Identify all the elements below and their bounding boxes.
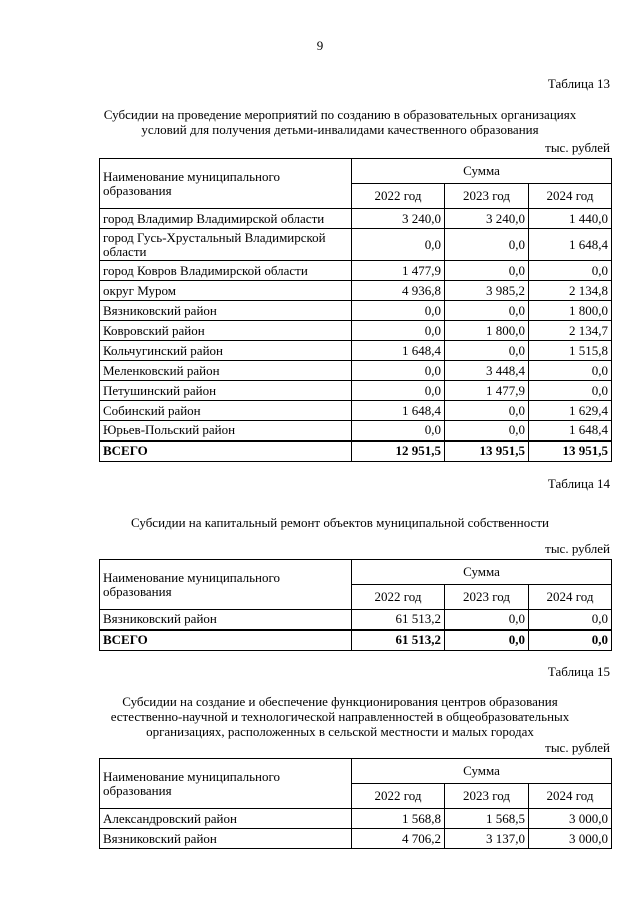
value-2023-cell: 0,0 [445,301,529,321]
total-2024-cell: 0,0 [529,630,612,651]
value-2024-cell: 1 515,8 [529,341,612,361]
value-2023-cell: 0,0 [445,341,529,361]
value-2022-cell: 61 513,2 [352,610,445,630]
table-14-caption [90,515,590,530]
table-row [100,281,612,301]
total-2022-cell: 61 513,2 [352,630,445,651]
total-label-cell: ВСЕГО [100,441,352,462]
value-2024-cell: 1 629,4 [529,401,612,421]
header-year-cell: 2023 год [445,784,529,809]
value-2023-cell: 0,0 [445,229,529,261]
row-name-cell: Юрьев-Польский район [100,421,352,441]
value-2022-cell: 4 936,8 [352,281,445,301]
value-2024-cell: 2 134,8 [529,281,612,301]
value-2022-cell: 0,0 [352,361,445,381]
total-2022-cell: 12 951,5 [352,441,445,462]
table-row [100,829,612,849]
header-sum-cell: Сумма [352,560,612,585]
row-name-cell: Кольчугинский район [100,341,352,361]
value-2024-cell: 0,0 [529,361,612,381]
header-year-cell: 2024 год [529,184,612,209]
value-2023-cell: 3 448,4 [445,361,529,381]
header-sum-cell: Сумма [352,159,612,184]
value-2024-cell: 0,0 [529,261,612,281]
row-name-cell: Вязниковский район [100,829,352,849]
row-name-cell: Петушинский район [100,381,352,401]
table-13 [99,158,612,462]
total-label-cell: ВСЕГО [100,630,352,651]
value-2024-cell: 1 648,4 [529,229,612,261]
value-2023-cell: 0,0 [445,421,529,441]
table-row [100,809,612,829]
caption-line: естественно-научной и технологической направленностей в общеобразовательных [110,709,570,724]
table-row [100,321,612,341]
value-2022-cell: 1 477,9 [352,261,445,281]
table-13-label: Таблица 13 [547,76,610,91]
header-year-cell: 2022 год [352,585,445,610]
table-row [100,261,612,281]
caption-line: Субсидии на капитальный ремонт объектов муниципальной собственности [131,515,549,530]
table-row [100,401,612,421]
value-2024-cell: 3 000,0 [529,829,612,849]
table-15-label: Таблица 15 [547,664,610,679]
total-2024-cell: 13 951,5 [529,441,612,462]
header-year-cell: 2022 год [352,184,445,209]
value-2023-cell: 3 240,0 [445,209,529,229]
row-name-cell: Вязниковский район [100,610,352,630]
row-name-cell: Ковровский район [100,321,352,341]
row-name-cell: город Гусь-Хрустальный Владимирской области [100,229,352,261]
header-sum-cell: Сумма [352,759,612,784]
value-2024-cell: 0,0 [529,610,612,630]
value-2022-cell: 1 648,4 [352,401,445,421]
value-2022-cell: 0,0 [352,229,445,261]
value-2023-cell: 1 800,0 [445,321,529,341]
table-row [100,229,612,261]
table-row [100,209,612,229]
value-2022-cell: 1 648,4 [352,341,445,361]
header-year-cell: 2024 год [529,784,612,809]
caption-line: условий для получения детьми-инвалидами качественного образования [141,122,539,137]
value-2024-cell: 1 440,0 [529,209,612,229]
value-2022-cell: 0,0 [352,421,445,441]
caption-line: организациях, расположенных в сельской местности и малых городах [146,724,534,739]
table-row [100,610,612,630]
table-14-units: тыс. рублей [545,541,610,556]
value-2024-cell: 3 000,0 [529,809,612,829]
value-2024-cell: 1 648,4 [529,421,612,441]
row-name-cell: Собинский район [100,401,352,421]
value-2023-cell: 0,0 [445,261,529,281]
header-name-cell: Наименование муниципального образования [100,560,352,610]
value-2022-cell: 1 568,8 [352,809,445,829]
row-name-cell: город Ковров Владимирской области [100,261,352,281]
total-2023-cell: 0,0 [445,630,529,651]
table-row [100,341,612,361]
value-2022-cell: 0,0 [352,301,445,321]
total-row [100,630,612,651]
row-name-cell: Вязниковский район [100,301,352,321]
table-row [100,421,612,441]
table-row [100,301,612,321]
header-year-cell: 2024 год [529,585,612,610]
header-year-cell: 2023 год [445,184,529,209]
row-name-cell: Меленковский район [100,361,352,381]
value-2023-cell: 1 568,5 [445,809,529,829]
row-name-cell: Александровский район [100,809,352,829]
table-15 [99,758,612,849]
table-13-units: тыс. рублей [545,140,610,155]
table-15-caption [90,694,590,739]
caption-line: Субсидии на создание и обеспечение функционирования центров образования [122,694,558,709]
total-2023-cell: 13 951,5 [445,441,529,462]
header-name-cell: Наименование муниципального образования [100,759,352,809]
caption-line: Субсидии на проведение мероприятий по созданию в образовательных организациях [103,107,577,122]
table-13-caption [90,107,590,137]
table-14-label: Таблица 14 [547,476,610,491]
header-year-cell: 2022 год [352,784,445,809]
page-number: 9 [316,38,324,53]
value-2024-cell: 0,0 [529,381,612,401]
table-14 [99,559,612,651]
table-row [100,381,612,401]
value-2023-cell: 3 137,0 [445,829,529,849]
value-2023-cell: 0,0 [445,401,529,421]
value-2022-cell: 0,0 [352,381,445,401]
value-2024-cell: 2 134,7 [529,321,612,341]
table-15-units: тыс. рублей [545,740,610,755]
total-row [100,441,612,462]
value-2024-cell: 1 800,0 [529,301,612,321]
table-row [100,361,612,381]
header-name-cell: Наименование муниципального образования [100,159,352,209]
value-2022-cell: 3 240,0 [352,209,445,229]
row-name-cell: округ Муром [100,281,352,301]
value-2023-cell: 0,0 [445,610,529,630]
value-2023-cell: 3 985,2 [445,281,529,301]
value-2022-cell: 0,0 [352,321,445,341]
value-2023-cell: 1 477,9 [445,381,529,401]
value-2022-cell: 4 706,2 [352,829,445,849]
row-name-cell: город Владимир Владимирской области [100,209,352,229]
header-year-cell: 2023 год [445,585,529,610]
